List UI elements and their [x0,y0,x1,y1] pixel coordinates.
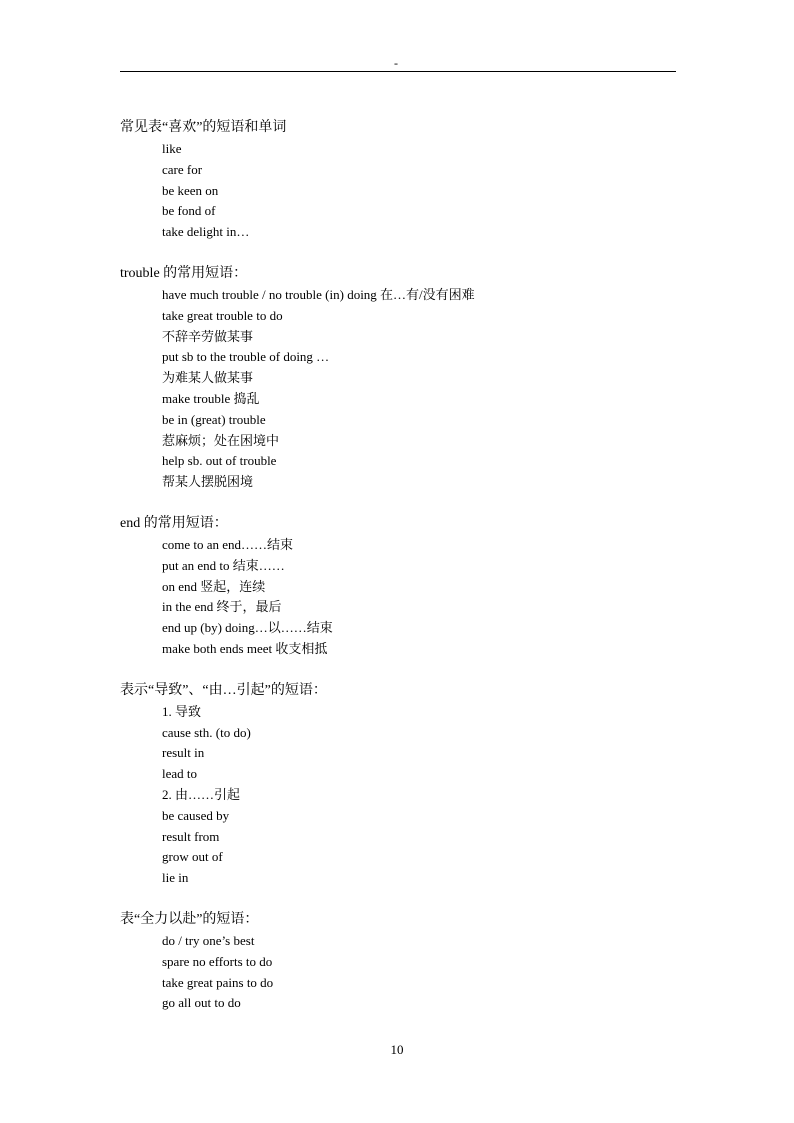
header-rule [120,71,676,72]
phrase-line: result from [162,828,220,844]
phrase-line: cause sth. (to do) [162,724,251,740]
section-title: trouble 的常用短语： [120,265,248,281]
section-cause-phrases [120,680,680,889]
phrase-line: make both ends meet 收支相抵 [162,640,328,656]
phrase-line: come to an end……结束 [162,536,294,552]
page-number: 10 [390,1042,404,1057]
phrase-line: help sb. out of trouble [162,453,277,469]
phrase-line: like [162,141,182,156]
phrase-line: 帮某人摆脱困境 [162,474,254,490]
section-title: 表示“导致”、“由…引起”的短语： [120,682,327,698]
section-title: 常见表“喜欢”的短语和单词 [120,120,287,135]
phrase-list [120,535,680,660]
section-like-phrases [120,117,680,243]
section-title: end 的常用短语： [120,515,228,531]
phrase-list [120,285,680,493]
phrase-line: take delight in… [162,224,250,240]
phrase-line: put sb to the trouble of doing … [162,349,330,365]
phrase-line: 1. 导致 [162,703,202,719]
phrase-line: be fond of [162,203,216,219]
phrase-line: have much trouble / no trouble (in) doing 在…有/没有困难 [162,286,475,302]
phrase-line: be keen on [162,182,219,198]
section-trouble-phrases [120,263,680,493]
phrase-line: on end 竖起，连续 [162,578,266,594]
document-body [120,117,680,1034]
phrase-line: lead to [162,766,198,782]
phrase-line: be in (great) trouble [162,411,266,427]
phrase-list [120,702,680,889]
phrase-line: put an end to 结束…… [162,557,285,573]
phrase-line: in the end 终于，最后 [162,599,282,615]
phrase-line: make trouble 捣乱 [162,390,260,406]
phrase-line: take great pains to do [162,974,274,990]
phrase-line: 为难某人做某事 [162,370,254,386]
section-best-effort-phrases [120,909,680,1014]
phrase-line: be caused by [162,807,230,823]
phrase-line: lie in [162,870,189,886]
phrase-line: take great trouble to do [162,307,283,323]
phrase-list [120,139,680,243]
phrase-line: 惹麻烦；处在困境中 [162,432,280,448]
phrase-line: spare no efforts to do [162,953,273,969]
phrase-line: care for [162,161,203,177]
section-end-phrases [120,513,680,660]
phrase-line: do / try one’s best [162,932,255,948]
phrase-line: go all out to do [162,995,241,1011]
phrase-list [120,931,680,1014]
section-title: 表“全力以赴”的短语： [120,911,259,927]
phrase-line: result in [162,745,205,761]
phrase-line: grow out of [162,849,223,865]
phrase-line: end up (by) doing…以……结束 [162,620,333,636]
phrase-line: 不辞辛劳做某事 [162,328,254,344]
header-mark: - [394,56,398,70]
phrase-line: 2. 由……引起 [162,786,241,802]
